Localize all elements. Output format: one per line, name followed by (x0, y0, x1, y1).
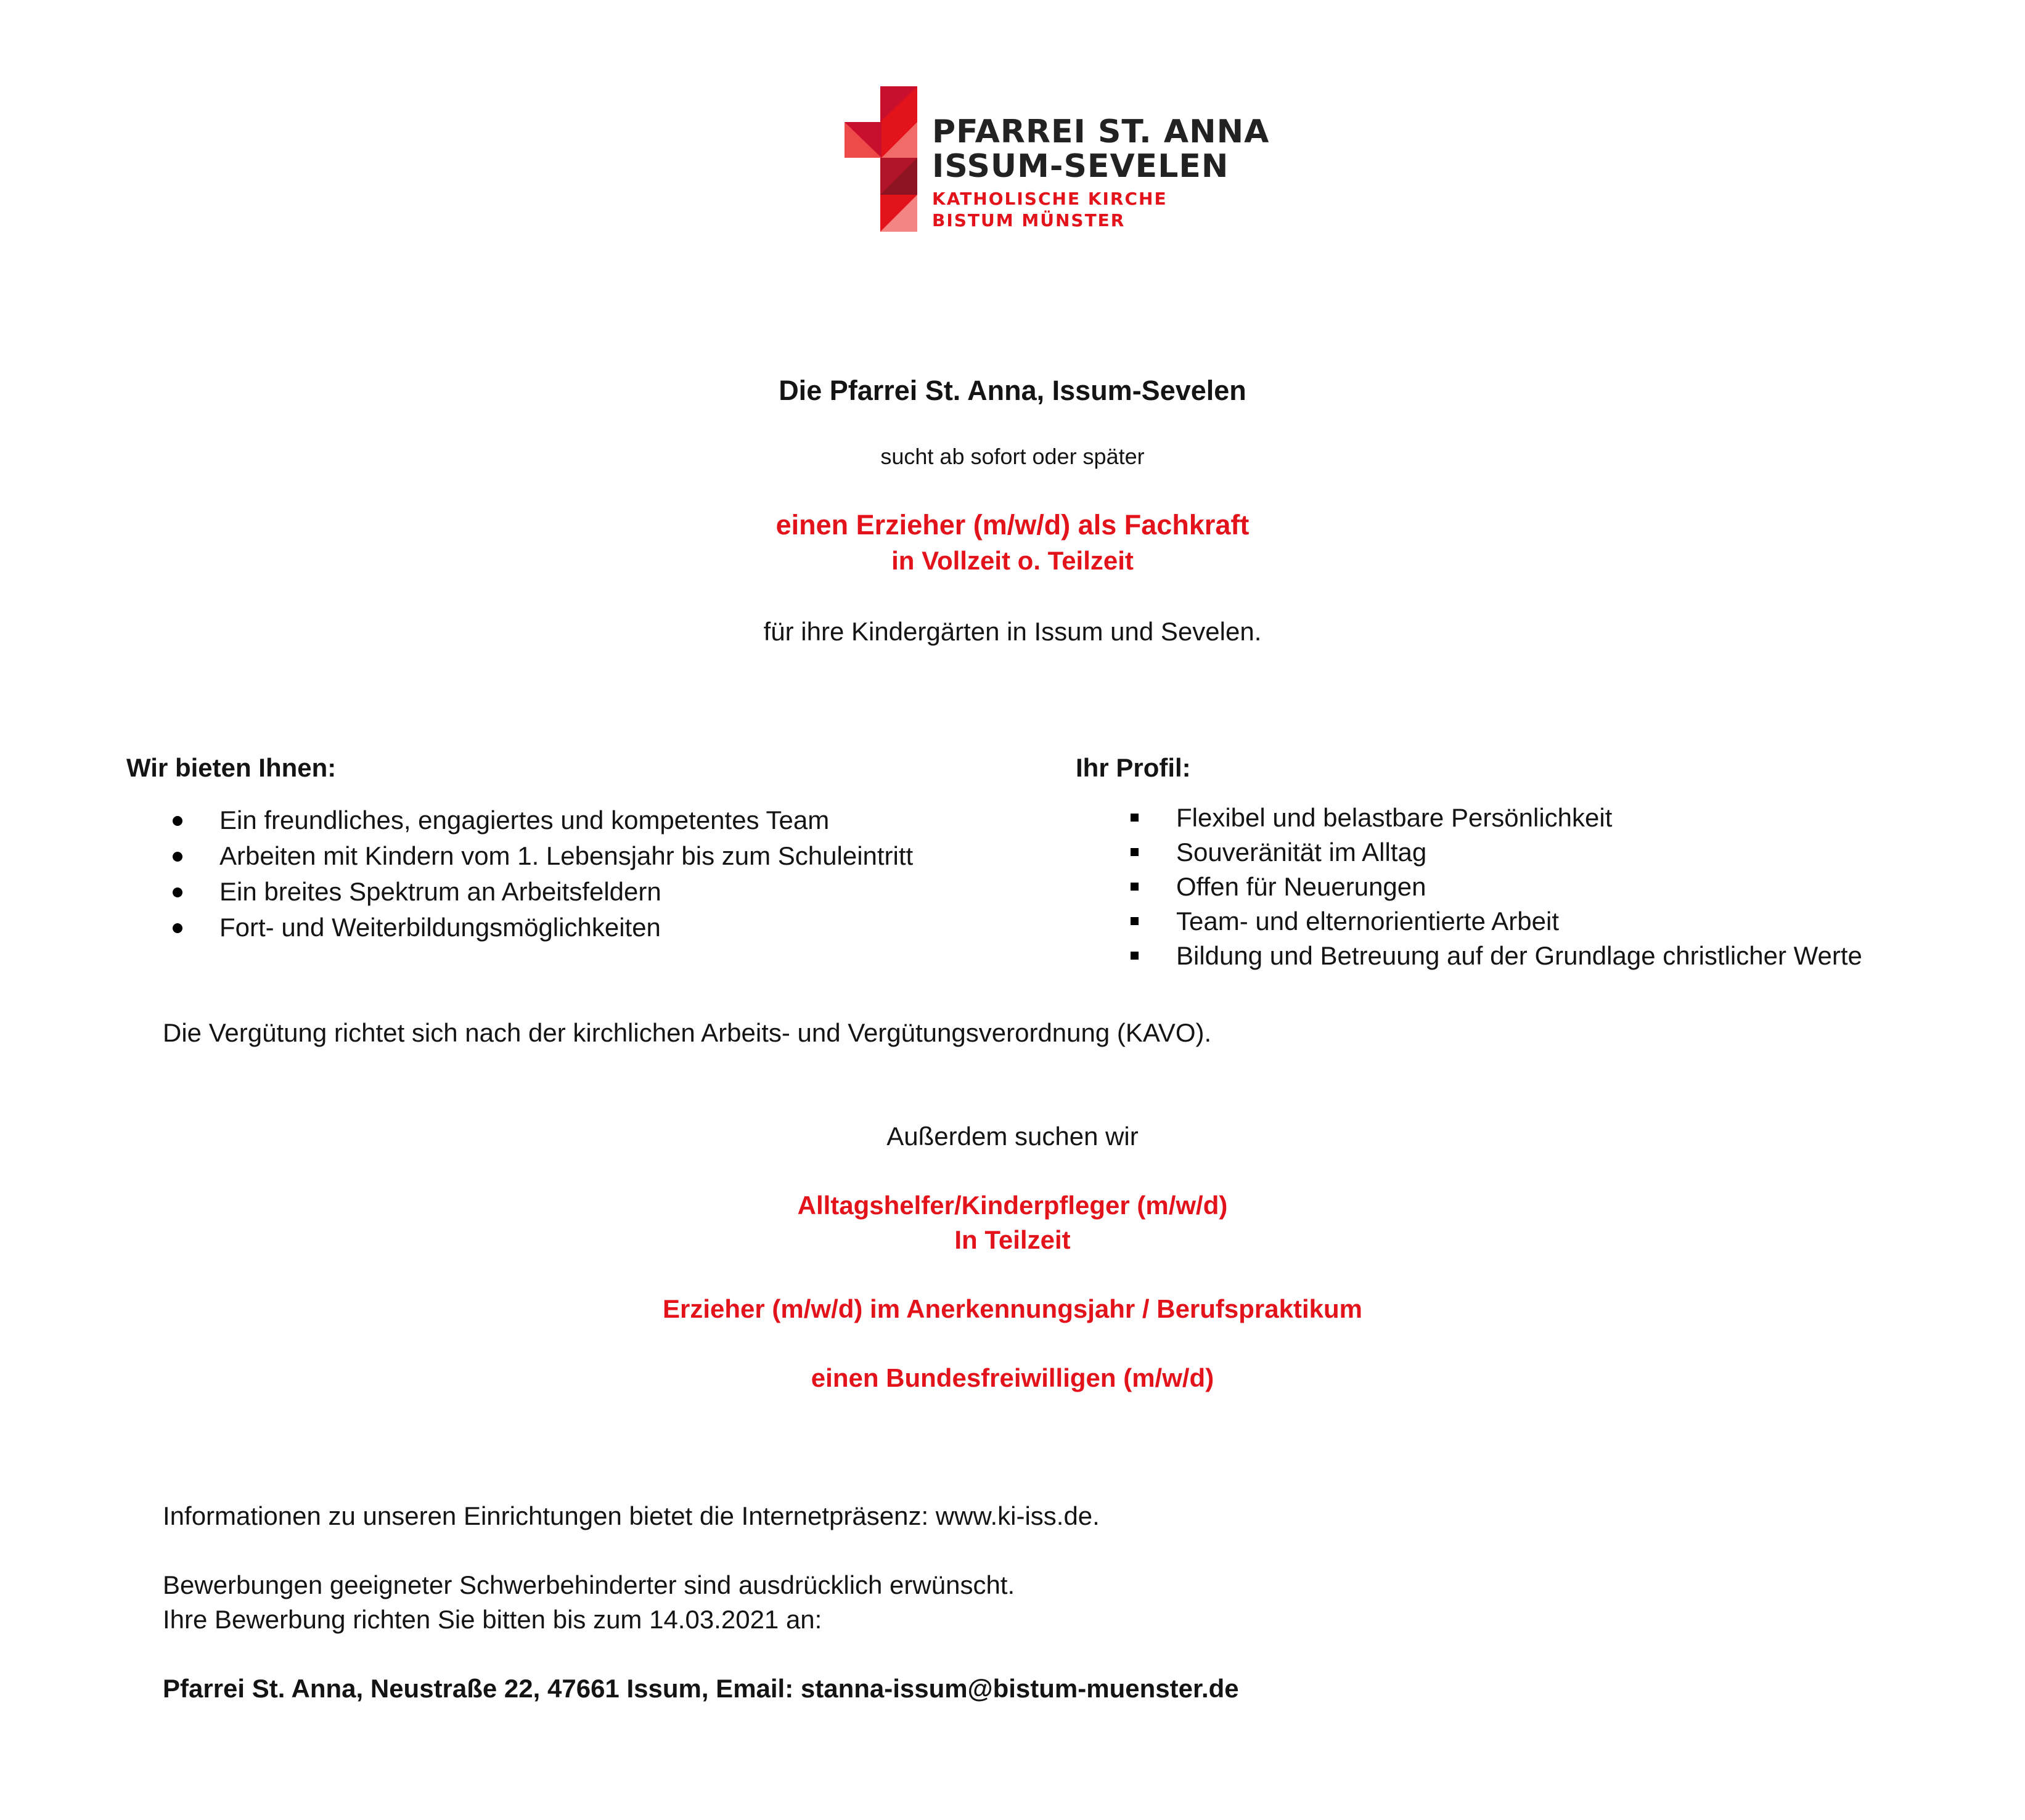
location-text: für ihre Kindergärten in Issum und Sevelen. (763, 617, 1262, 646)
square-bullet-icon (1131, 848, 1139, 856)
list-item: Souveränität im Alltag (1131, 835, 1957, 869)
position-1-time: In Teilzeit (954, 1225, 1071, 1254)
square-bullet-icon (1131, 814, 1139, 822)
list-item: Arbeiten mit Kindern vom 1. Lebensjahr bis zum Schuleintritt (173, 838, 1005, 874)
position-2: Erzieher (m/w/d) im Anerkennungsjahr / Berufspraktikum (662, 1294, 1363, 1323)
list-item: Ein breites Spektrum an Arbeitsfeldern (173, 874, 1005, 910)
profile-heading: Ihr Profil: (1076, 753, 1191, 782)
job-time: in Vollzeit o. Teilzeit (891, 546, 1134, 575)
position-3: einen Bundesfreiwilligen (m/w/d) (811, 1363, 1214, 1392)
intro-text: sucht ab sofort oder später (880, 444, 1145, 469)
offer-list (173, 802, 1005, 945)
square-bullet-icon (1131, 883, 1139, 891)
profile-list (1131, 800, 1957, 973)
bullet-icon (173, 923, 182, 933)
logo-line-2: ISSUM-SEVELEN (932, 148, 1229, 185)
salary-text: Die Vergütung richtet sich nach der kirchlichen Arbeits- und Vergütungsverordnung (KAVO). (163, 1018, 1212, 1047)
list-item: Team- und elternorientierte Arbeit (1131, 904, 1957, 938)
bullet-icon (173, 852, 182, 862)
list-item: Bildung und Betreuung auf der Grundlage christlicher Werte (1131, 938, 1957, 973)
contact-text: Pfarrei St. Anna, Neustraße 22, 47661 Issum, Email: stanna-issum@bistum-muenster.de (163, 1674, 1239, 1703)
disabled-note: Bewerbungen geeigneter Schwerbehinderter sind ausdrücklich erwünscht. (163, 1570, 1015, 1599)
list-item: Ein freundliches, engagiertes und kompetentes Team (173, 802, 1005, 838)
also-intro: Außerdem suchen wir (886, 1122, 1139, 1151)
logo-line-3: KATHOLISCHE KIRCHE (932, 189, 1168, 209)
logo-line-4: BISTUM MÜNSTER (932, 210, 1126, 231)
list-item: Offen für Neuerungen (1131, 869, 1957, 904)
org-heading: Die Pfarrei St. Anna, Issum-Sevelen (779, 375, 1246, 406)
bullet-icon (173, 816, 182, 826)
list-item: Flexibel und belastbare Persönlichkeit (1131, 800, 1957, 835)
position-1: Alltagshelfer/Kinderpfleger (m/w/d) (797, 1191, 1228, 1220)
deadline-text: Ihre Bewerbung richten Sie bitten bis zum 14.03.2021 an: (163, 1605, 822, 1634)
job-title: einen Erzieher (m/w/d) als Fachkraft (775, 509, 1250, 541)
bullet-icon (173, 888, 182, 897)
offer-heading: Wir bieten Ihnen: (126, 753, 337, 782)
logo-line-1: PFARREI ST. ANNA (932, 113, 1270, 150)
square-bullet-icon (1131, 917, 1139, 925)
square-bullet-icon (1131, 952, 1139, 960)
cross-logo-icon (845, 86, 922, 232)
info-text: Informationen zu unseren Einrichtungen bietet die Internetpräsenz: www.ki-iss.de. (163, 1501, 1100, 1530)
list-item: Fort- und Weiterbildungsmöglichkeiten (173, 910, 1005, 945)
